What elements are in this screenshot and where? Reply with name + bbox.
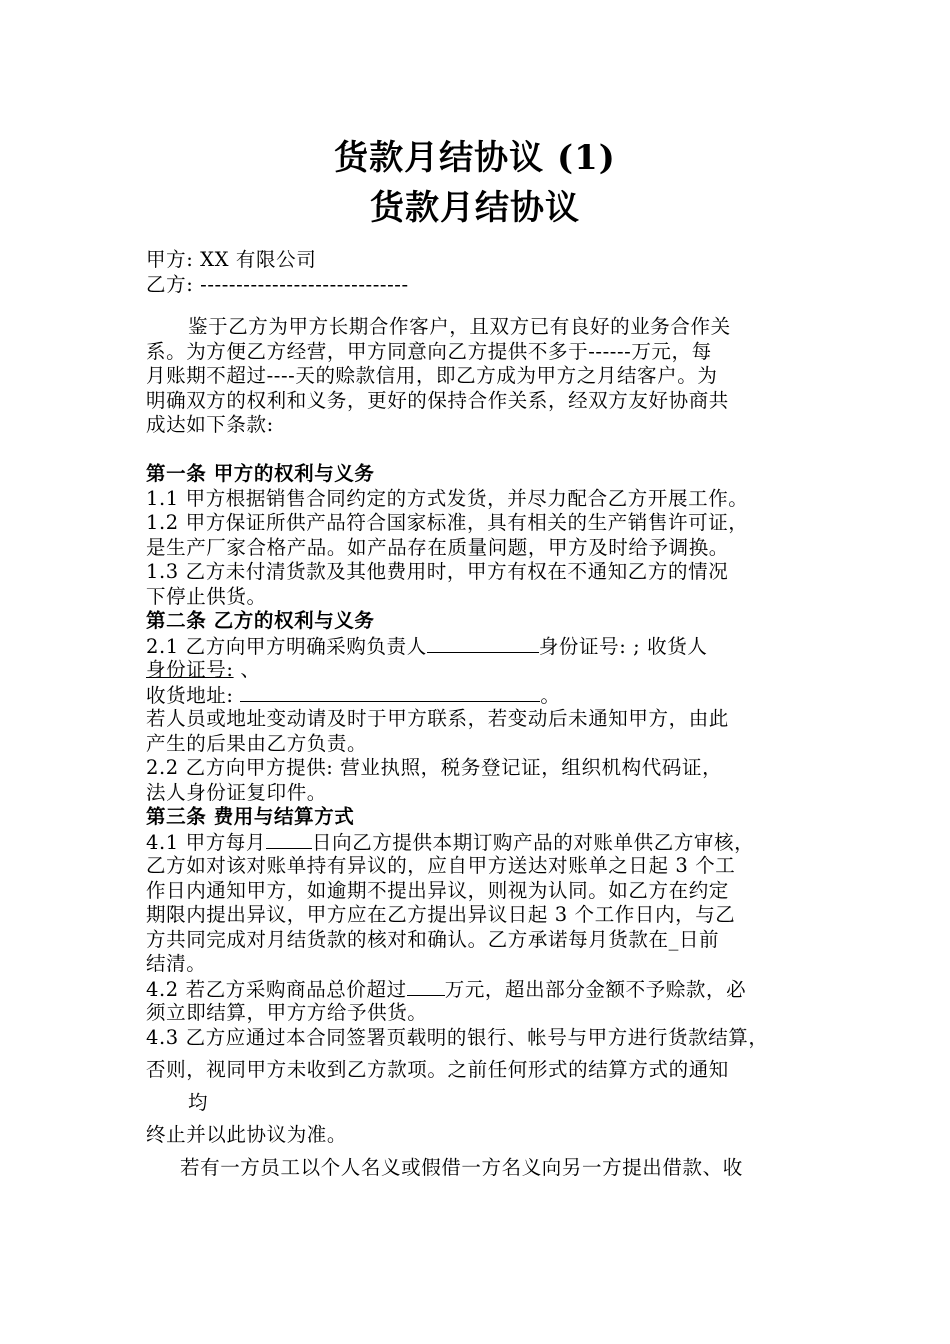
clause-text: 。 <box>540 683 561 707</box>
clause-line: 产生的后果由乙方负责。 <box>146 731 368 755</box>
clause-line: 作日内通知甲方，如逾期不提出异议，则视为认同。如乙方在约定 <box>146 878 729 902</box>
document-body <box>146 248 826 1180</box>
clause-text: 、 <box>233 658 261 681</box>
section-heading: 第二条 乙方的权利与义务 <box>146 609 375 632</box>
buyer-name-blank <box>427 634 539 653</box>
amount-blank <box>407 977 445 996</box>
clause-line: 均 <box>188 1090 209 1114</box>
section-heading: 第三条 费用与结算方式 <box>146 805 355 828</box>
intro-paragraph <box>146 315 826 438</box>
clause-text: 2.1 乙方向甲方明确采购负责人 <box>146 634 427 658</box>
clause-line: 4.3 乙方应通过本合同签署页载明的银行、帐号与甲方进行货款结算， <box>146 1025 769 1049</box>
clause-text: 身份证号: ; 收货人 <box>538 634 708 658</box>
section-3 <box>146 805 826 1180</box>
clause-line: 若有一方员工以个人名义或假借一方名义向另一方提出借款、收 <box>180 1155 743 1179</box>
id-number-label: 身份证号: <box>146 658 234 681</box>
clause-line: 须立即结算，甲方方给予供货。 <box>146 1001 428 1024</box>
document-title: 货款月结协议 (1) <box>334 138 616 178</box>
intro-line: 成达如下条款: <box>146 413 274 436</box>
clause-line: 否则，视同甲方未收到乙方款项。之前任何形式的结算方式的通知 <box>146 1058 729 1081</box>
day-blank <box>266 830 312 849</box>
clause-line <box>146 683 826 708</box>
clause-line: 期限内提出异议，甲方应在乙方提出异议日起 3 个工作日内，与乙 <box>146 903 736 926</box>
section-2 <box>146 609 826 805</box>
intro-line: 明确双方的权利和义务，更好的保持合作关系，经双方友好协商共 <box>146 388 729 412</box>
clause-line <box>146 658 826 683</box>
section-1 <box>146 462 826 609</box>
clause-text: 4.2 若乙方采购商品总价超过 <box>146 977 407 1001</box>
address-label: 收货地址: <box>146 683 241 707</box>
clause-text: 日向乙方提供本期订购产品的对账单供乙方审核， <box>312 830 755 854</box>
address-blank <box>240 683 540 702</box>
party-b: 乙方: ----------------------------- <box>146 272 409 296</box>
clause-line: 乙方如对该对账单持有异议的，应自甲方送达对账单之日起 3 个工 <box>146 854 736 877</box>
party-a: 甲方: XX 有限公司 <box>146 248 317 271</box>
clause-line: 1.1 甲方根据销售合同约定的方式发货，并尽力配合乙方开展工作。 <box>146 486 749 510</box>
clause-line: 方共同完成对月结货款的核对和确认。乙方承诺每月货款在_日前 <box>146 927 720 951</box>
clause-line: 终止并以此协议为准。 <box>146 1123 348 1146</box>
clause-line: 2.2 乙方向甲方提供: 营业执照，税务登记证，组织机构代码证， <box>146 756 723 779</box>
clause-line: 是生产厂家合格产品。如产品存在质量问题，甲方及时给予调换。 <box>146 535 729 559</box>
intro-line: 月账期不超过----天的赊款信用，即乙方成为甲方之月结客户。为 <box>146 364 718 387</box>
intro-line: 鉴于乙方为甲方长期合作客户，且双方已有良好的业务合作关 <box>188 315 731 338</box>
clause-line: 下停止供货。 <box>146 584 267 608</box>
clause-line: 1.3 乙方未付清货款及其他费用时，甲方有权在不通知乙方的情况 <box>146 560 729 583</box>
clause-line: 结清。 <box>146 952 207 975</box>
clause-text: 4.1 甲方每月 <box>146 830 267 854</box>
clause-line: 若人员或地址变动请及时于甲方联系，若变动后未通知甲方，由此 <box>146 707 729 730</box>
clause-line: 1.2 甲方保证所供产品符合国家标准，具有相关的生产销售许可证， <box>146 511 749 534</box>
clause-line <box>146 977 826 1002</box>
document-subtitle: 货款月结协议 <box>370 188 580 228</box>
clause-text: 万元，超出部分金额不予赊款，必 <box>444 977 747 1001</box>
intro-line: 系。为方便乙方经营，甲方同意向乙方提供不多于------万元，每 <box>146 339 712 363</box>
clause-line <box>146 830 826 855</box>
clause-line <box>146 634 826 659</box>
section-heading: 第一条 甲方的权利与义务 <box>146 462 375 485</box>
spacer <box>146 438 826 463</box>
clause-line: 法人身份证复印件。 <box>146 780 327 804</box>
